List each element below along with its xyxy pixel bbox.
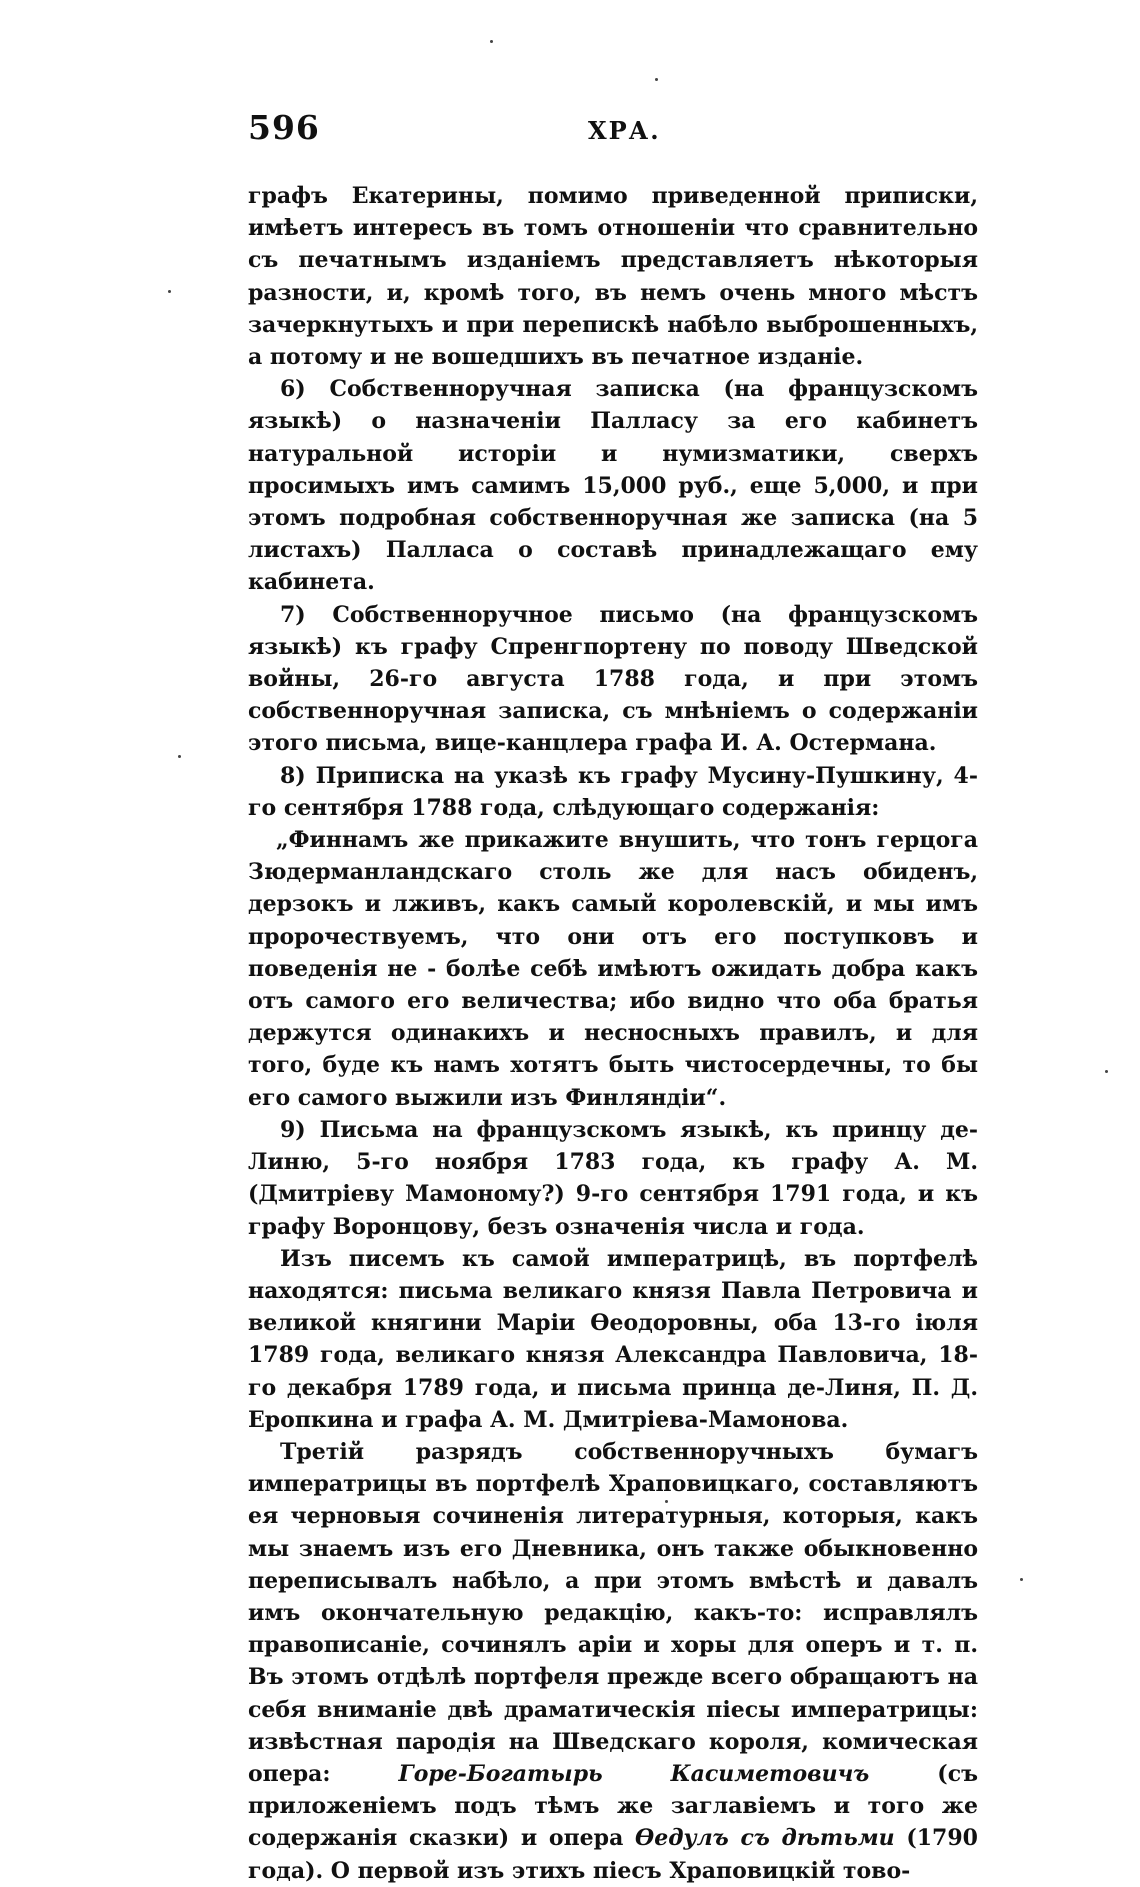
text-segment: Третій разрядъ собственноручныхъ бумагъ императрицы въ портфелѣ Храповицкаго, составляютъ ея черновыя сочиненія литературныя, которыя, какъ мы знаемъ изъ его Дневника, онъ также обыкновенно переписывалъ набѣло, а при этомъ вмѣстѣ и давалъ имъ окончательную редакцію, какъ-то: исправлялъ правописаніе, сочинялъ аріи и хоры для оперъ и т. п. Въ этомъ отдѣлѣ портфеля прежде всего обращаютъ на себя вниманіе двѣ драматическія піесы императрицы: извѣстная пародія на Шведскаго короля, комическая опера: — [248, 1438, 978, 1787]
text-segment: (1790 года). О первой изъ этихъ піесъ Храповицкій тово- — [248, 1825, 978, 1884]
paragraph-third-category — [248, 1436, 978, 1887]
paragraph-letters: Изъ писемъ къ самой императрицѣ, въ портфелѣ находятся: письма великаго князя Павла Петровича и великой княгини Маріи Ѳеодоровны, оба 13-го іюля 1789 года, великаго князя Александра Павловича, 18-го декабря 1789 года, и письма принца де-Линя, П. Д. Еропкина и графа А. М. Дмитріева-Мамонова. — [248, 1245, 978, 1433]
page-number: 596 — [248, 108, 320, 147]
scan-speck — [168, 290, 171, 293]
play-title-gore-bogatyr: Горе-Богатырь Касиметовичъ — [398, 1760, 870, 1787]
paragraph-item-8: 8) Приписка на указѣ къ графу Мусину-Пушкину, 4-го сентября 1788 года, слѣдующаго содержанія: — [248, 762, 978, 821]
scan-speck — [655, 78, 658, 81]
scan-speck — [490, 40, 493, 43]
running-head: ХРА. — [588, 116, 661, 145]
text-segment: (съ приложеніемъ подъ тѣмъ же заглавіемъ и того же содержанія сказки) и опера — [248, 1760, 978, 1852]
paragraph-item-6: 6) Собственноручная записка (на французскомъ языкѣ) о назначеніи Палласу за его кабинетъ натуральной исторіи и нумизматики, сверхъ просимыхъ имъ самимъ 15,000 руб., еще 5,000, и при этомъ подробная собственноручная же записка (на 5 листахъ) Палласа о составѣ принадлежащаго ему кабинета. — [248, 376, 978, 596]
paragraph-item-7: 7) Собственноручное письмо (на французскомъ языкѣ) къ графу Спренгпортену по поводу Шведской войны, 26-го августа 1788 года, и при этомъ собственноручная записка, съ мнѣніемъ о содержаніи этого письма, вице-канцлера графа И. А. Остермана. — [248, 601, 978, 757]
scan-speck — [1020, 1578, 1023, 1581]
body-text — [248, 180, 978, 1887]
paragraph-item-9: 9) Письма на французскомъ языкѣ, къ принцу де-Линю, 5-го ноября 1783 года, къ графу А. М. (Дмитріеву Мамоному?) 9-го сентября 1791 года, и къ графу Воронцову, безъ означенія числа и года. — [248, 1116, 978, 1240]
scan-speck — [665, 1500, 668, 1503]
paragraph-continuation: графъ Екатерины, помимо приведенной приписки, имѣетъ интересъ въ томъ отношеніи что сравнительно съ печатнымъ изданіемъ представляетъ нѣкоторыя разности, и, кромѣ того, въ немъ очень много мѣстъ зачеркнутыхъ и при перепискѣ набѣло выброшенныхъ, а потому и не вошедшихъ въ печатное изданіе. — [248, 183, 978, 371]
paragraph-quote: „Финнамъ же прикажите внушить, что тонъ герцога Зюдерманландскаго столь же для насъ обиденъ, дерзокъ и лживъ, какъ самый королевскій, и мы имъ пророчествуемъ, что они отъ его поступковъ и поведенія не - болѣе себѣ имѣютъ ожидать добра какъ отъ самого его величества; ибо видно что оба братья держутся одинакихъ и несносныхъ правилъ, и для того, буде къ намъ хотятъ быть чистосердечны, то бы его самого выжили изъ Финляндіи“. — [248, 827, 978, 1111]
scan-speck — [178, 755, 181, 758]
scan-speck — [1105, 1070, 1108, 1073]
play-title-fedul: Ѳедулъ съ дѣтьми — [635, 1825, 895, 1852]
